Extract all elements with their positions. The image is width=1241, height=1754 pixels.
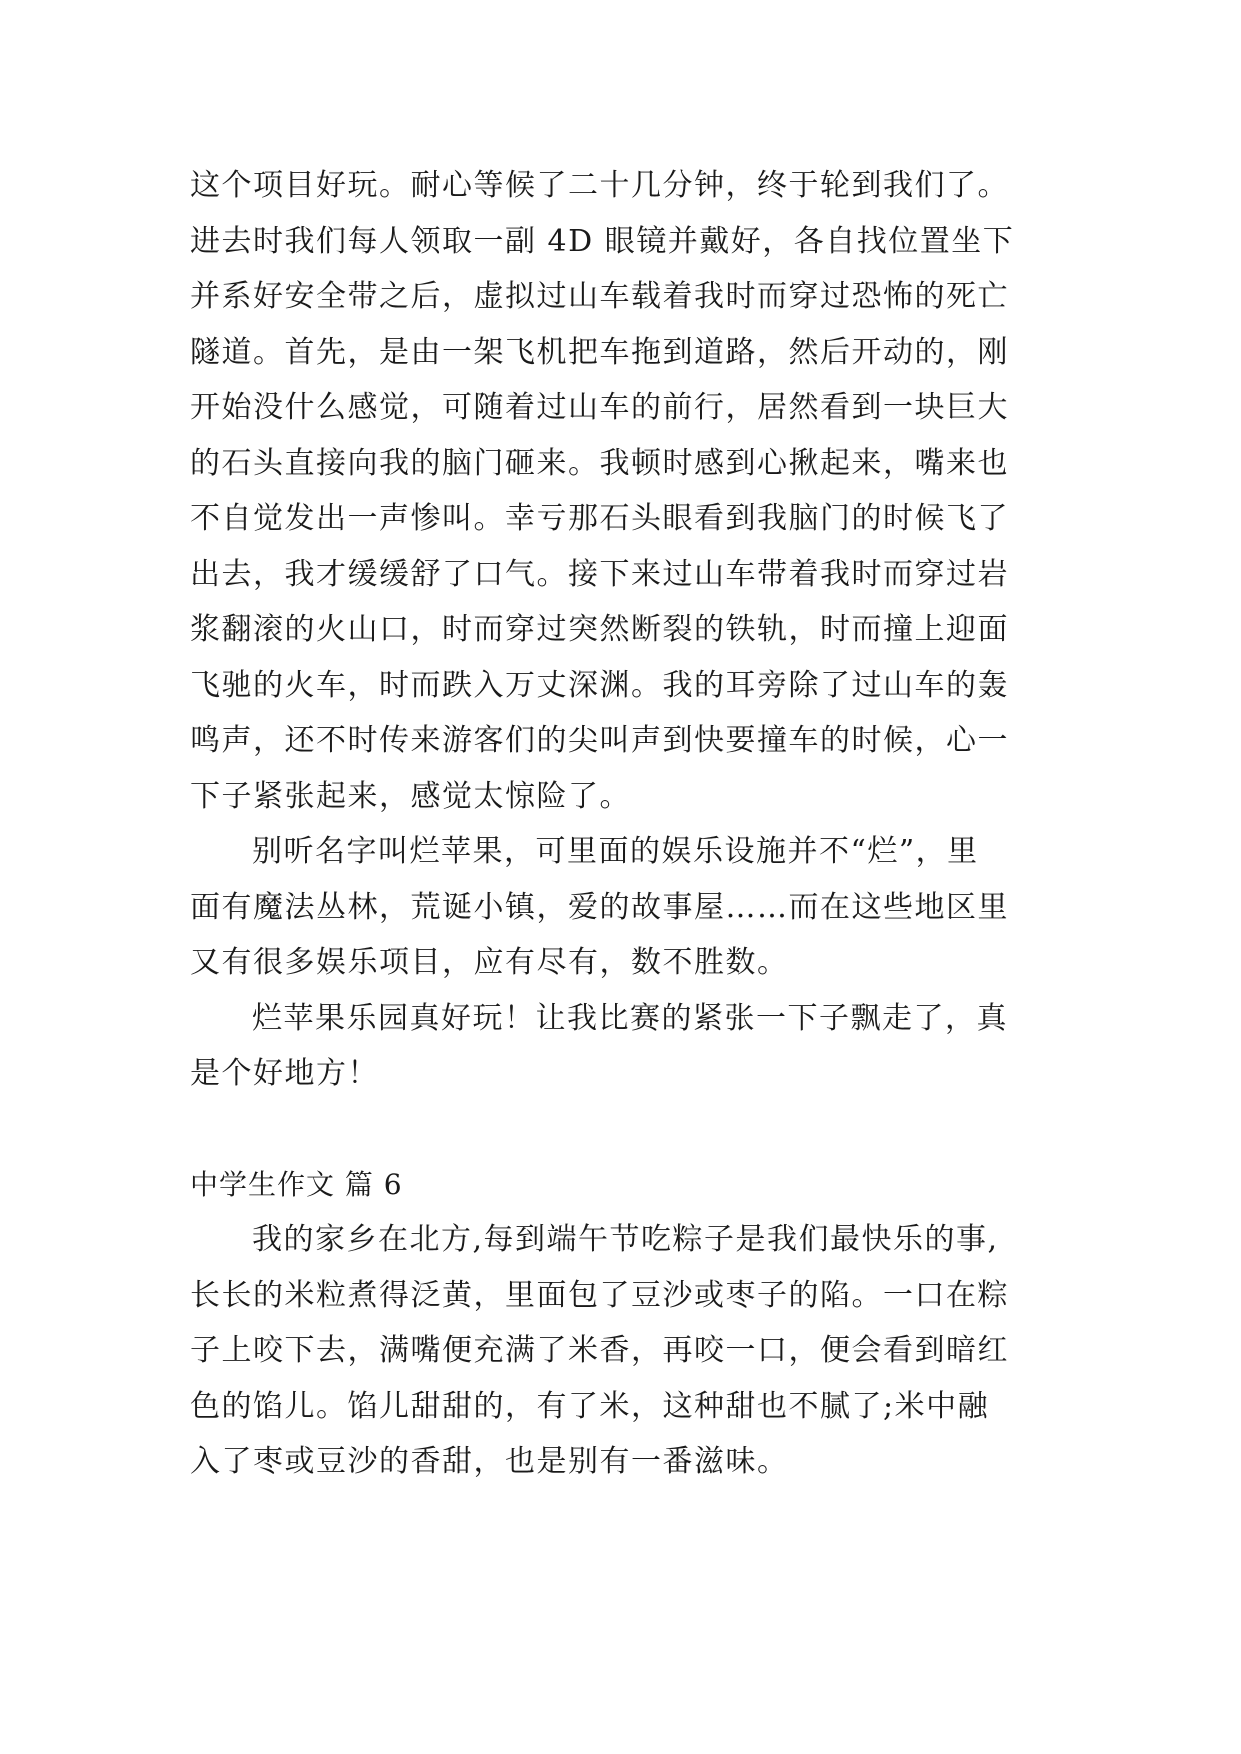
text-line: 隧道。首先，是由一架飞机把车拖到道路，然后开动的，刚 (190, 334, 1009, 370)
text-line: 不自觉发出一声惨叫。幸亏那石头眼看到我脑门的时候飞了 (190, 501, 1009, 536)
text-line: 进去时我们每人领取一副 4D 眼镜并戴好，各自找位置坐下 (190, 223, 1015, 259)
paragraph-park-areas (190, 824, 1070, 991)
text-line: 面有魔法丛林，荒诞小镇，爱的故事屋……而在这些地区里 (190, 889, 1009, 925)
text-line: 浆翻滚的火山口，时而穿过突然断裂的铁轨，时而撞上迎面 (190, 612, 1009, 647)
text-line: 我的家乡在北方,每到端午节吃粽子是我们最快乐的事, (252, 1222, 999, 1257)
text-line: 烂苹果乐园真好玩！让我比赛的紧张一下子飘走了，真 (252, 1000, 1008, 1036)
document-body (190, 158, 1070, 1490)
text-line: 下子紧张起来，感觉太惊险了。 (190, 778, 631, 814)
text-line: 鸣声，还不时传来游客们的尖叫声到快要撞车的时候，心一 (190, 723, 1009, 758)
text-line: 开始没什么感觉，可随着过山车的前行，居然看到一块巨大 (190, 390, 1009, 425)
essay-heading: 中学生作文 篇 6 (190, 1167, 403, 1201)
text-line: 飞驰的火车，时而跌入万丈深渊。我的耳旁除了过山车的轰 (190, 667, 1009, 703)
text-line: 子上咬下去，满嘴便充满了米香，再咬一口，便会看到暗红 (190, 1333, 1009, 1368)
text-line: 是个好地方！ (190, 1056, 379, 1091)
text-line: 色的馅儿。馅儿甜甜的，有了米，这种甜也不腻了;米中融 (190, 1388, 990, 1424)
text-line: 长长的米粒煮得泛黄，里面包了豆沙或枣子的陷。一口在粽 (190, 1277, 1009, 1313)
text-line: 这个项目好玩。耐心等候了二十几分钟，终于轮到我们了。 (190, 168, 1009, 203)
paragraph-roller-coaster (190, 158, 1070, 824)
text-line: 并系好安全带之后，虚拟过山车载着我时而穿过恐怖的死亡 (190, 279, 1009, 314)
paragraph-zongzi (190, 1212, 1070, 1490)
text-line: 出去，我才缓缓舒了口气。接下来过山车带着我时而穿过岩 (190, 556, 1009, 592)
text-line: 又有很多娱乐项目，应有尽有，数不胜数。 (190, 945, 789, 980)
text-line: 的石头直接向我的脑门砸来。我顿时感到心揪起来，嘴来也 (190, 445, 1009, 481)
paragraph-conclusion (190, 991, 1070, 1102)
section-spacer (190, 1102, 1070, 1157)
text-line: 入了枣或豆沙的香甜，也是别有一番滋味。 (190, 1444, 789, 1479)
text-line: 别听名字叫烂苹果，可里面的娱乐设施并不“烂”，里 (252, 834, 979, 869)
